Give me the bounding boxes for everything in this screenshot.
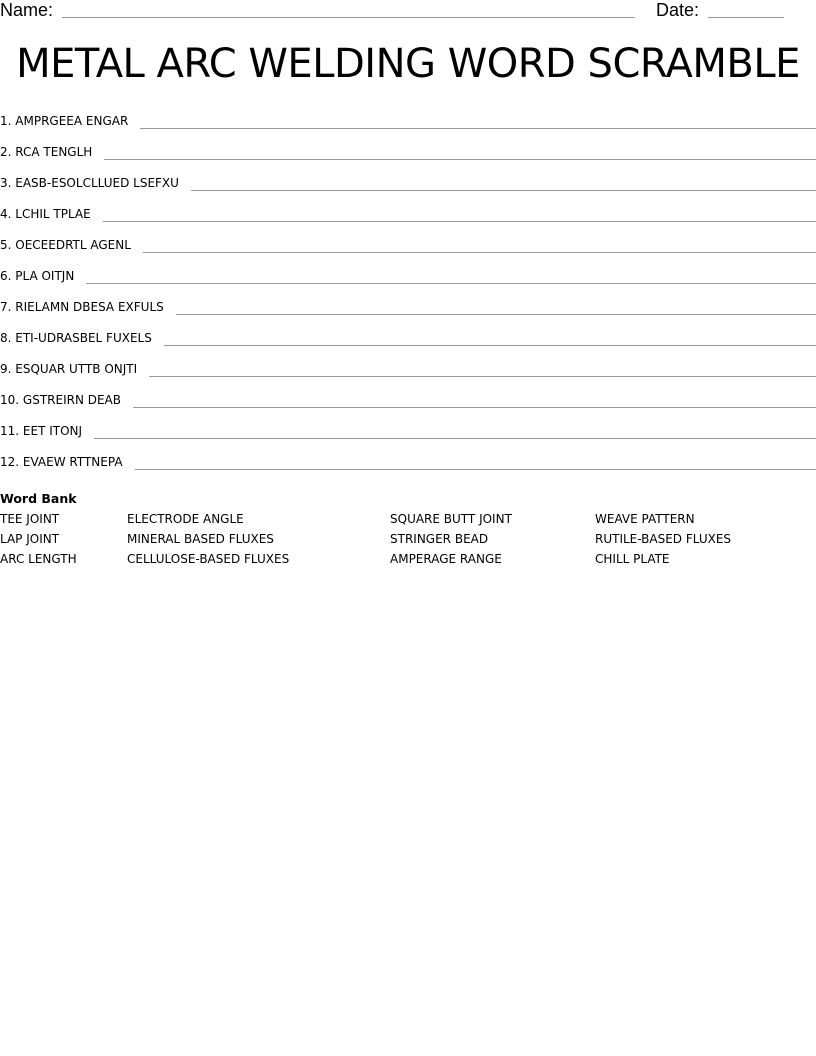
name-answer-line bbox=[62, 17, 635, 18]
answer-line bbox=[94, 418, 816, 439]
word-bank-entry: AMPERAGE RANGE bbox=[390, 552, 502, 566]
question-item bbox=[0, 263, 816, 294]
question-item bbox=[0, 325, 816, 356]
name-date-header bbox=[0, 0, 816, 22]
word-bank-entry: MINERAL BASED FLUXES bbox=[127, 532, 274, 546]
word-bank-entry: STRINGER BEAD bbox=[390, 532, 489, 546]
answer-line bbox=[104, 139, 816, 160]
word-bank-column bbox=[0, 510, 77, 570]
question-item bbox=[0, 449, 816, 480]
answer-line bbox=[103, 201, 816, 222]
word-bank-column bbox=[390, 510, 512, 570]
word-bank-entry: TEE JOINT bbox=[0, 512, 60, 526]
word-bank-entry: LAP JOINT bbox=[0, 532, 60, 546]
scrambled-word: 2. RCA TENGLH bbox=[0, 145, 93, 159]
question-item bbox=[0, 139, 816, 170]
scrambled-word: 1. AMPRGEEA ENGAR bbox=[0, 114, 129, 128]
scrambled-word: 12. EVAEW RTTNEPA bbox=[0, 455, 123, 469]
answer-line bbox=[149, 356, 816, 377]
word-bank-entry: ELECTRODE ANGLE bbox=[127, 512, 244, 526]
word-bank-column bbox=[595, 510, 731, 570]
name-label: Name: bbox=[0, 0, 54, 20]
scrambled-word: 3. EASB-ESOLCLLUED LSEFXU bbox=[0, 176, 179, 190]
scrambled-word: 5. OECEEDRTL AGENL bbox=[0, 238, 131, 252]
answer-line bbox=[140, 108, 816, 129]
word-bank-entry: CELLULOSE-BASED FLUXES bbox=[127, 552, 290, 566]
scrambled-word: 7. RIELAMN DBESA EXFULS bbox=[0, 300, 164, 314]
word-bank-entry: CHILL PLATE bbox=[595, 552, 670, 566]
scrambled-word: 6. PLA OITJN bbox=[0, 269, 75, 283]
question-item bbox=[0, 418, 816, 449]
page-title: METAL ARC WELDING WORD SCRAMBLE bbox=[16, 41, 800, 87]
answer-line bbox=[135, 449, 816, 470]
scrambled-word: 9. ESQUAR UTTB ONJTI bbox=[0, 362, 138, 376]
word-bank-title: Word Bank bbox=[0, 491, 77, 506]
word-bank-column bbox=[127, 510, 289, 570]
question-item bbox=[0, 356, 816, 387]
question-item bbox=[0, 108, 816, 139]
answer-line bbox=[164, 325, 816, 346]
word-bank-entry: ARC LENGTH bbox=[0, 552, 77, 566]
answer-line bbox=[143, 232, 816, 253]
scrambled-word: 10. GSTREIRN DEAB bbox=[0, 393, 121, 407]
question-item bbox=[0, 201, 816, 232]
answer-line bbox=[86, 263, 816, 284]
word-bank-entry: SQUARE BUTT JOINT bbox=[390, 512, 512, 526]
question-item bbox=[0, 232, 816, 263]
word-bank-grid bbox=[0, 510, 816, 580]
question-item bbox=[0, 170, 816, 201]
question-item bbox=[0, 387, 816, 418]
word-bank-entry: RUTILE-BASED FLUXES bbox=[595, 532, 732, 546]
date-answer-line bbox=[708, 17, 784, 18]
answer-line bbox=[176, 294, 816, 315]
word-bank bbox=[0, 490, 816, 580]
scrambled-word: 4. LCHIL TPLAE bbox=[0, 207, 91, 221]
question-item bbox=[0, 294, 816, 325]
scrambled-word: 8. ETI-UDRASBEL FUXELS bbox=[0, 331, 152, 345]
date-label: Date: bbox=[656, 0, 700, 20]
answer-line bbox=[191, 170, 816, 191]
question-list bbox=[0, 108, 816, 480]
scrambled-word: 11. EET ITONJ bbox=[0, 424, 83, 438]
answer-line bbox=[133, 387, 816, 408]
word-bank-entry: WEAVE PATTERN bbox=[595, 512, 695, 526]
